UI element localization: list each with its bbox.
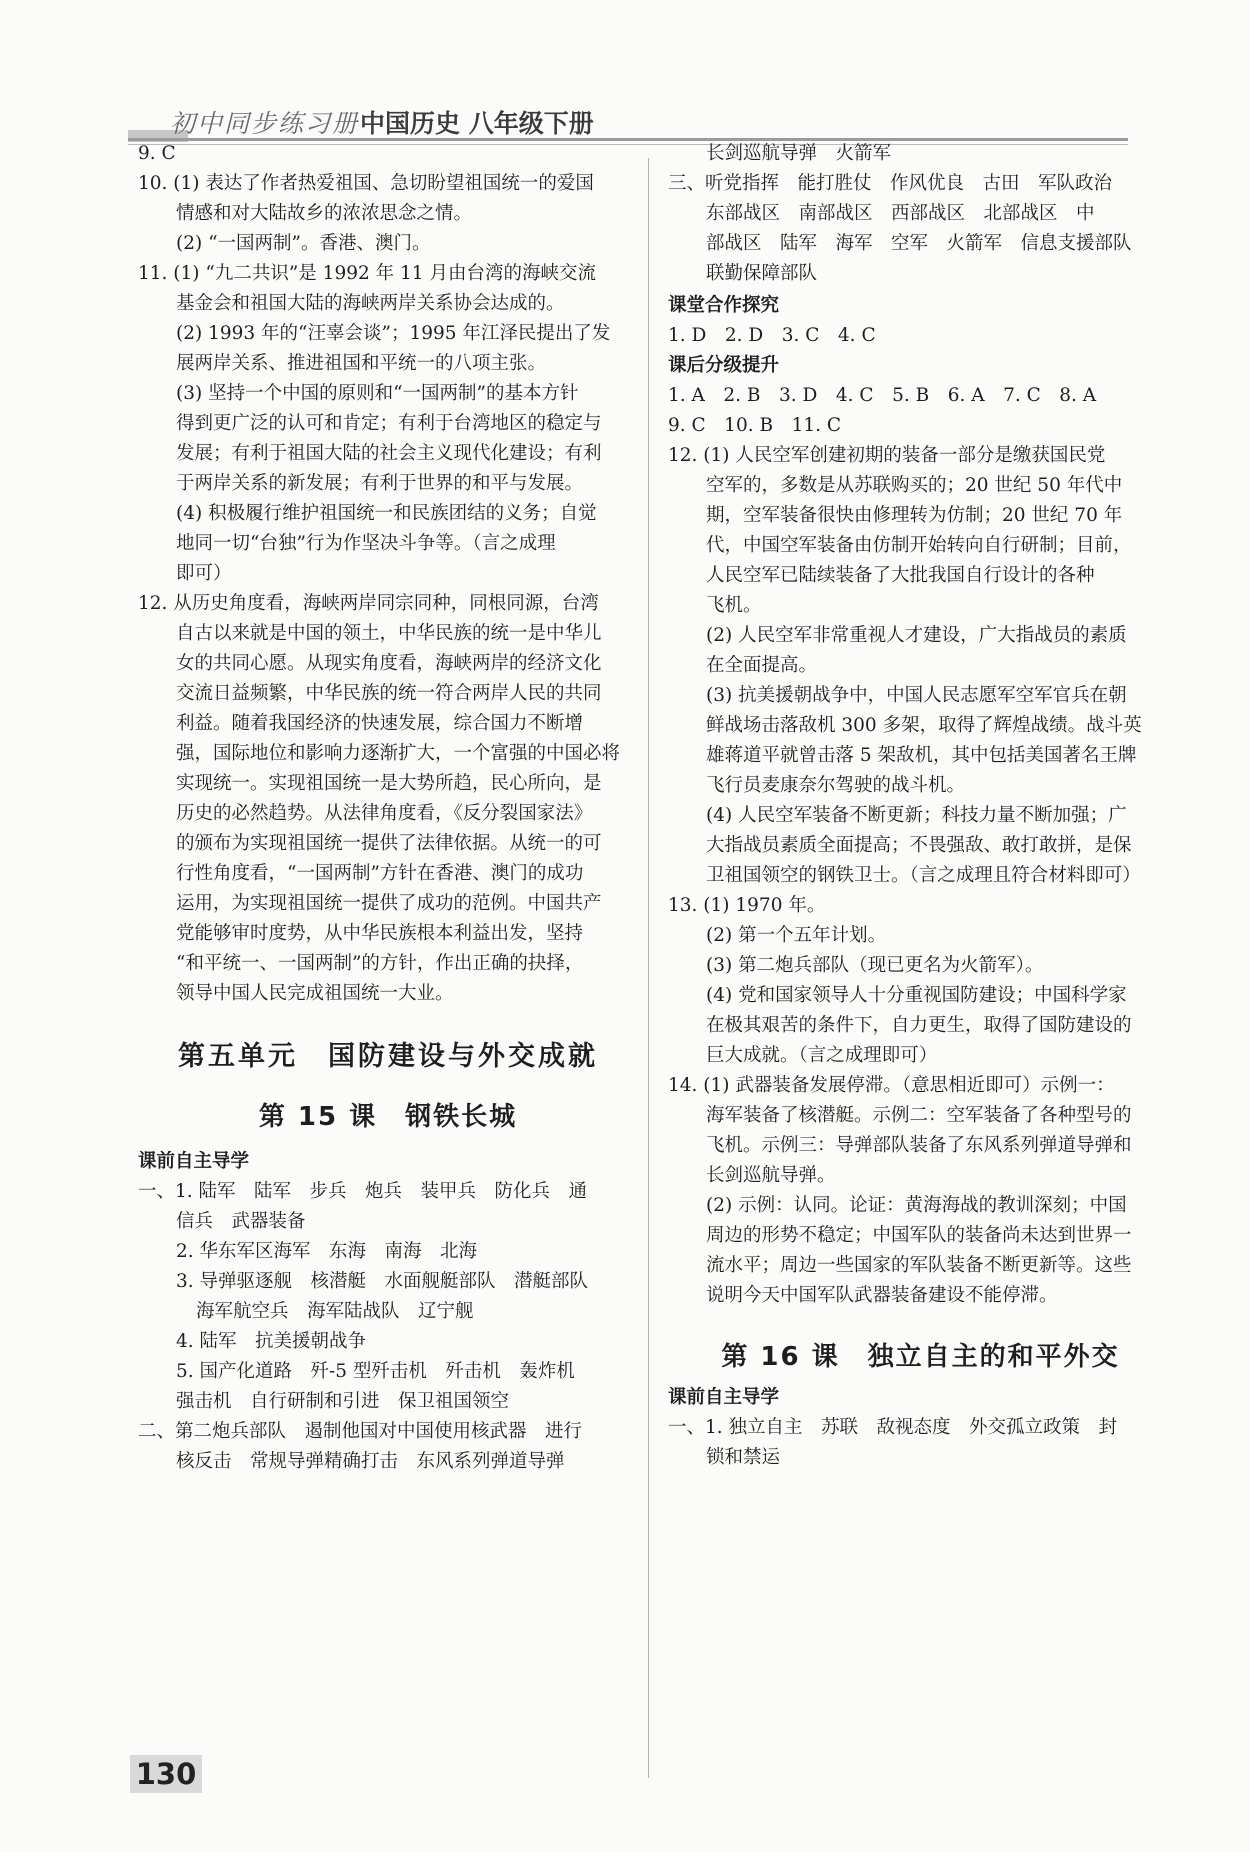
answer-line: 锁和禁运 [706,1447,781,1468]
running-header [128,100,1128,150]
answer-line: 代，中国空军装备由仿制开始转向自行研制；目前， [706,535,1132,556]
answer-line: 3. 导弹驱逐舰 核潜艇 水面舰艇部队 潜艇部队 [176,1271,589,1292]
answer-line: 5. 国产化道路 歼-5 型歼击机 歼击机 轰炸机 [176,1361,575,1382]
answer-line: 部战区 陆军 海军 空军 火箭军 信息支援部队 [706,233,1132,254]
answer-line: 强击机 自行研制和引进 保卫祖国领空 [176,1391,510,1412]
answer-line: (3) 抗美援朝战争中，中国人民志愿军空军官兵在朝 [706,685,1127,706]
answer-line: 实现统一。实现祖国统一是大势所趋，民心所向，是 [176,773,602,794]
answer-line: 飞机。示例三：导弹部队装备了东风系列弹道导弹和 [706,1135,1132,1156]
answer-line: 10. (1) 表达了作者热爱祖国、急切盼望祖国统一的爱国 [138,173,594,194]
answer-line: (2) 人民空军非常重视人才建设，广大指战员的素质 [706,625,1127,646]
answer-line: 三、听党指挥 能打胜仗 作风优良 古田 军队政治 [668,173,1113,194]
answer-line: 在极其艰苦的条件下，自力更生，取得了国防建设的 [706,1015,1132,1036]
answer-line: 二、第二炮兵部队 遏制他国对中国使用核武器 进行 [138,1421,583,1442]
answer-line: 长剑巡航导弹。 [706,1165,836,1186]
answer-line: 东部战区 南部战区 西部战区 北部战区 中 [706,203,1095,224]
answer-line: 核反击 常规导弹精确打击 东风系列弹道导弹 [176,1451,565,1472]
answer-line: 自古以来就是中国的领土，中华民族的统一是中华儿 [176,623,602,644]
answer-line: 说明今天中国军队武器装备建设不能停滞。 [706,1285,1058,1306]
unit-title: 第五单元 国防建设与外交成就 [178,1041,598,1072]
answer-line: (4) 积极履行维护祖国统一和民族团结的义务；自觉 [176,503,597,524]
answer-line: 大指战员素质全面提高；不畏强敌、敢打敢拼，是保 [706,835,1132,856]
answer-line: 一、1. 陆军 陆军 步兵 炮兵 装甲兵 防化兵 通 [138,1181,588,1202]
answer-line: (2) 示例：认同。论证：黄海海战的教训深刻；中国 [706,1195,1127,1216]
section-heading: 课堂合作探究 [668,295,780,316]
answer-line: (4) 人民空军装备不断更新；科技力量不断加强；广 [706,805,1127,826]
lesson-title: 第 15 课 钢铁长城 [258,1102,518,1132]
answer-line: 12. (1) 人民空军创建初期的装备一部分是缴获国民党 [668,445,1106,466]
answer-line: (3) 坚持一个中国的原则和“一国两制”的基本方针 [176,383,579,404]
answer-line: 飞机。 [706,595,762,616]
answer-line: 历史的必然趋势。从法律角度看，《反分裂国家法》 [176,803,593,824]
answer-line: 巨大成就。（言之成理即可） [706,1045,938,1066]
answer-line: 鲜战场击落敌机 300 多架，取得了辉煌战绩。战斗英 [706,715,1142,736]
answer-line: 女的共同心愿。从现实角度看，海峡两岸的经济文化 [176,653,602,674]
answer-line: 9. C [138,143,176,164]
answer-line: 展两岸关系、推进祖国和平统一的八项主张。 [176,353,547,374]
answer-line: 地同一切“台独”行为作坚决斗争等。（言之成理 [176,533,556,554]
answer-line: 4. 陆军 抗美援朝战争 [176,1331,367,1352]
answer-line: 13. (1) 1970 年。 [668,895,826,916]
header-rule [128,138,1128,141]
lesson-title: 第 16 课 独立自主的和平外交 [721,1342,1120,1372]
answer-line: (4) 党和国家领导人十分重视国防建设；中国科学家 [706,985,1127,1006]
answer-line: 海军航空兵 海军陆战队 辽宁舰 [196,1301,474,1322]
answer-line: 长剑巡航导弹 火箭军 [706,143,892,164]
answer-line: 流水平；周边一些国家的军队装备不断更新等。这些 [706,1255,1132,1276]
answer-line: 基金会和祖国大陆的海峡两岸关系协会达成的。 [176,293,565,314]
answer-line: (2) 1993 年的“汪辜会谈”；1995 年江泽民提出了发 [176,323,611,344]
answer-line: 于两岸关系的新发展；有利于世界的和平与发展。 [176,473,584,494]
answer-line: 1. A 2. B 3. D 4. C 5. B 6. A 7. C 8. A [668,385,1097,406]
book-subject: 中国历史 八年级下册 [360,109,594,138]
answer-line: 得到更广泛的认可和肯定；有利于台湾地区的稳定与 [176,413,602,434]
answer-line: 14. (1) 武器装备发展停滞。（意思相近即可）示例一： [668,1075,1115,1096]
answer-line: 联勤保障部队 [706,263,818,284]
answer-line: 的颁布为实现祖国统一提供了法律依据。从统一的可 [176,833,602,854]
answer-line: 党能够审时度势，从中华民族根本利益出发，坚持 [176,923,584,944]
answer-line: 交流日益频繁，中华民族的统一符合两岸人民的共同 [176,683,602,704]
answer-line: 发展；有利于祖国大陆的社会主义现代化建设；有利 [176,443,602,464]
series-title: 初中同步练习册 [170,109,360,138]
answer-line: (2) “一国两制”。香港、澳门。 [176,233,431,254]
answer-line: 情感和对大陆故乡的浓浓思念之情。 [176,203,473,224]
answer-line: (2) 第一个五年计划。 [706,925,887,946]
answer-line: 1. D 2. D 3. C 4. C [668,325,876,346]
answer-line: 雄蒋道平就曾击落 5 架敌机，其中包括美国著名王牌 [706,745,1137,766]
answer-line: (3) 第二炮兵部队（现已更名为火箭军）。 [706,955,1044,976]
answer-line: 行性角度看，“一国两制”方针在香港、澳门的成功 [176,863,584,884]
answer-line: 期，空军装备很快由修理转为仿制；20 世纪 70 年 [706,505,1123,526]
answer-line: 利益。随着我国经济的快速发展，综合国力不断增 [176,713,584,734]
answer-line: 领导中国人民完成祖国统一大业。 [176,983,454,1004]
column-divider [648,158,649,1778]
answer-line: 11. (1) “九二共识”是 1992 年 11 月由台湾的海峡交流 [138,263,596,284]
answer-line: 卫祖国领空的钢铁卫士。（言之成理且符合材料即可） [706,865,1141,886]
answer-line: 即可） [176,563,232,584]
answer-line: 空军的，多数是从苏联购买的；20 世纪 50 年代中 [706,475,1123,496]
answer-line: 在全面提高。 [706,655,818,676]
answer-line: 飞行员麦康奈尔驾驶的战斗机。 [706,775,966,796]
answer-line: 信兵 武器装备 [176,1211,306,1232]
page-number: 130 [130,1755,202,1793]
answer-line: 2. 华东军区海军 东海 南海 北海 [176,1241,478,1262]
answer-line: 人民空军已陆续装备了大批我国自行设计的各种 [706,565,1095,586]
answer-line: 周边的形势不稳定；中国军队的装备尚未达到世界一 [706,1225,1132,1246]
section-heading: 课前自主导学 [138,1151,250,1172]
answer-line: 一、1. 独立自主 苏联 敌视态度 外交孤立政策 封 [668,1417,1118,1438]
section-heading: 课后分级提升 [668,355,780,376]
answer-line: “和平统一、一国两制”的方针，作出正确的抉择， [176,953,584,974]
answer-line: 运用，为实现祖国统一提供了成功的范例。中国共产 [176,893,602,914]
answer-line: 12. 从历史角度看，海峡两岸同宗同种，同根同源，台湾 [138,593,599,614]
header-rule-thin [128,144,1128,145]
answer-line: 强，国际地位和影响力逐渐扩大，一个富强的中国必将 [176,743,621,764]
answer-line: 9. C 10. B 11. C [668,415,842,436]
answer-line: 海军装备了核潜艇。示例二：空军装备了各种型号的 [706,1105,1132,1126]
section-heading: 课前自主导学 [668,1387,780,1408]
